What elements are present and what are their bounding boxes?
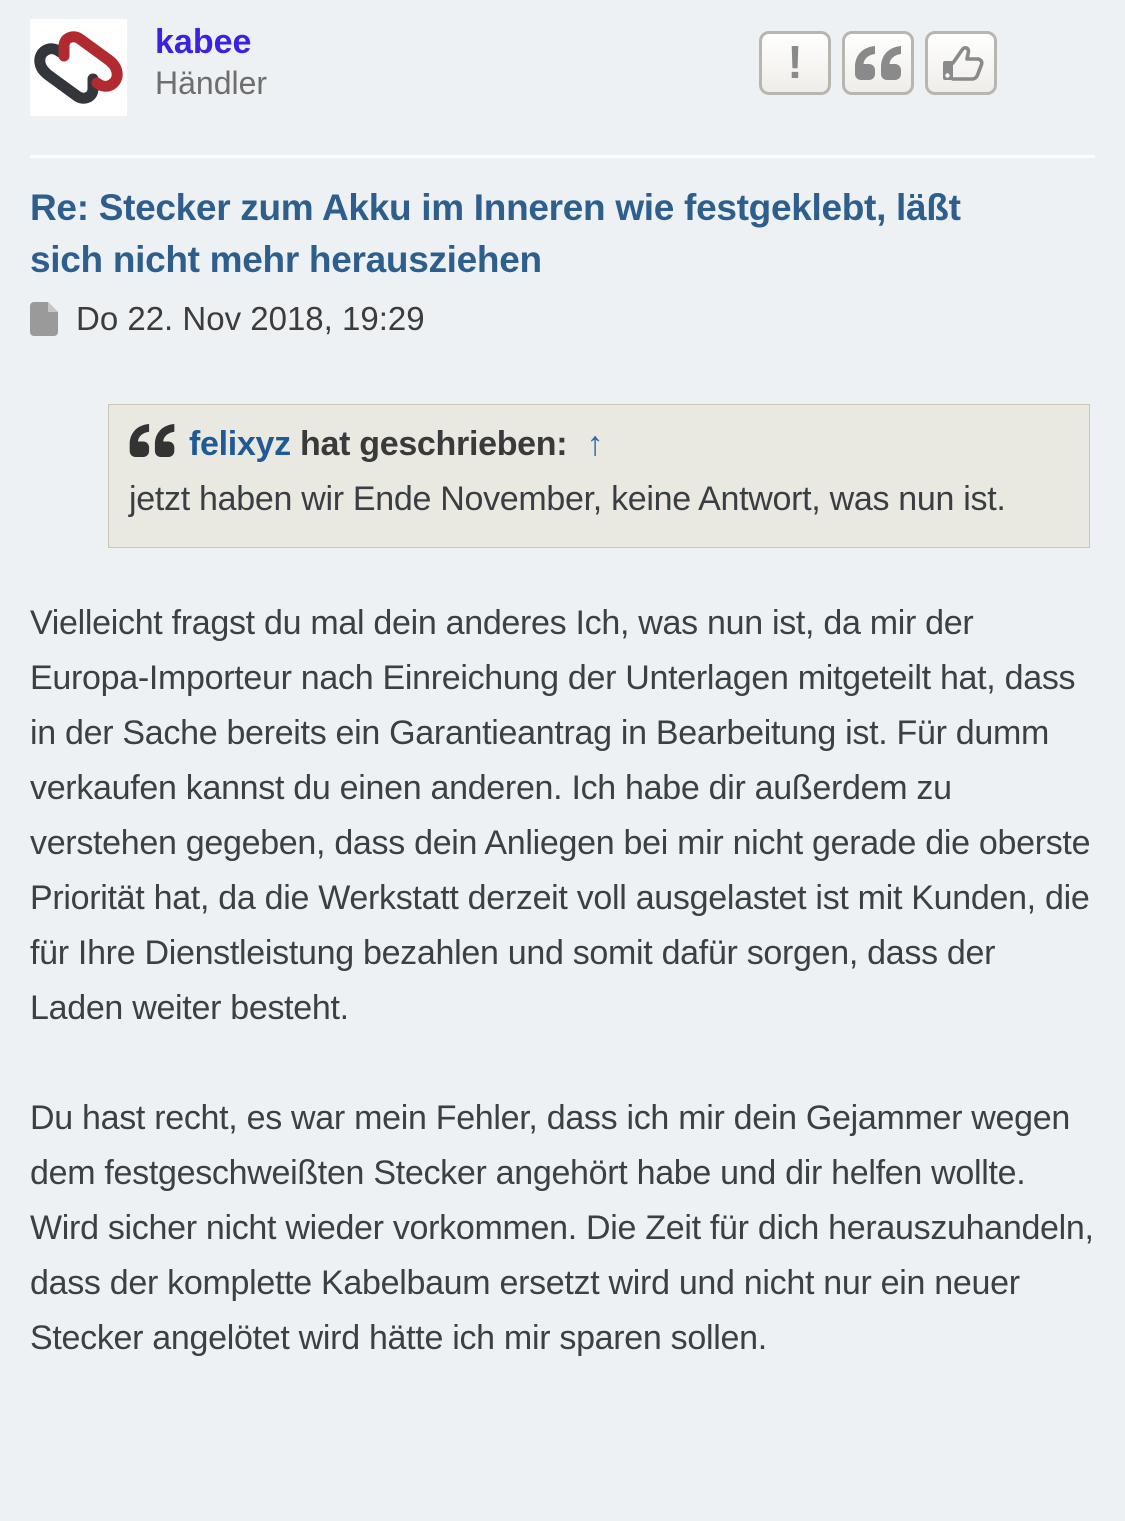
quote-mark-icon [129, 424, 175, 457]
quote-block [108, 404, 1090, 548]
thumbs-up-icon [935, 40, 987, 86]
post-header [30, 0, 1095, 155]
quote-text: jetzt haben wir Ende November, keine Antwort, was nun ist. [129, 480, 1006, 518]
quote-suffix: hat geschrieben: [300, 425, 568, 463]
jump-to-quoted-post-arrow[interactable]: ↑ [586, 425, 604, 463]
username-link[interactable]: kabee [155, 23, 252, 61]
quote-author-link[interactable]: felixyz [189, 425, 291, 463]
post-date: Do 22. Nov 2018, 19:29 [76, 300, 425, 337]
post-date-row [30, 300, 1095, 338]
dealer-logo-icon [30, 19, 127, 116]
avatar[interactable] [30, 19, 127, 116]
post-paragraph: Vielleicht fragst du mal dein anderes Ich, was nun ist, da mir der Europa-Importeur nach Einreichung der Unterlagen mitgeteilt hat, dass in der Sache bereits ein Garantieantrag in Bearbeitung ist. Für dumm verkaufen kannst du einen anderen. Ich habe dir außerdem zu verstehen gegeben, dass dein Anliegen bei mir nicht gerade die oberste Priorität hat, da die Werkstatt derzeit voll ausgelastet ist mit Kunden, die für Ihre Dienstleistung bezahlen und somit dafür sorgen, dass der Laden weiter besteht. [30, 604, 1091, 1027]
post-separator [30, 155, 1095, 158]
exclamation-icon: ! [787, 36, 803, 88]
post-body [30, 596, 1095, 1366]
like-button[interactable] [925, 31, 997, 95]
report-button[interactable] [759, 31, 831, 95]
post-title-link[interactable]: Re: Stecker zum Akku im Inneren wie festgeklebt, läßt sich nicht mehr herausziehen [30, 187, 961, 280]
quote-button[interactable] [842, 31, 914, 95]
double-quote-icon [855, 46, 901, 80]
user-rank: Händler [155, 65, 268, 101]
page-icon [30, 302, 58, 336]
post-paragraph: Du hast recht, es war mein Fehler, dass ich mir dein Gejammer wegen dem festgeschweißten Stecker angehört habe und dir helfen wollte. Wird sicher nicht wieder vorkommen. Die Zeit für dich herauszuhandeln, dass der komplette Kabelbaum ersetzt wird und nicht nur ein neuer Stecker angelötet wird hätte ich mir sparen sollen. [30, 1099, 1094, 1357]
quote-header [129, 417, 1069, 472]
post-action-buttons [748, 31, 997, 95]
user-info [155, 22, 267, 104]
